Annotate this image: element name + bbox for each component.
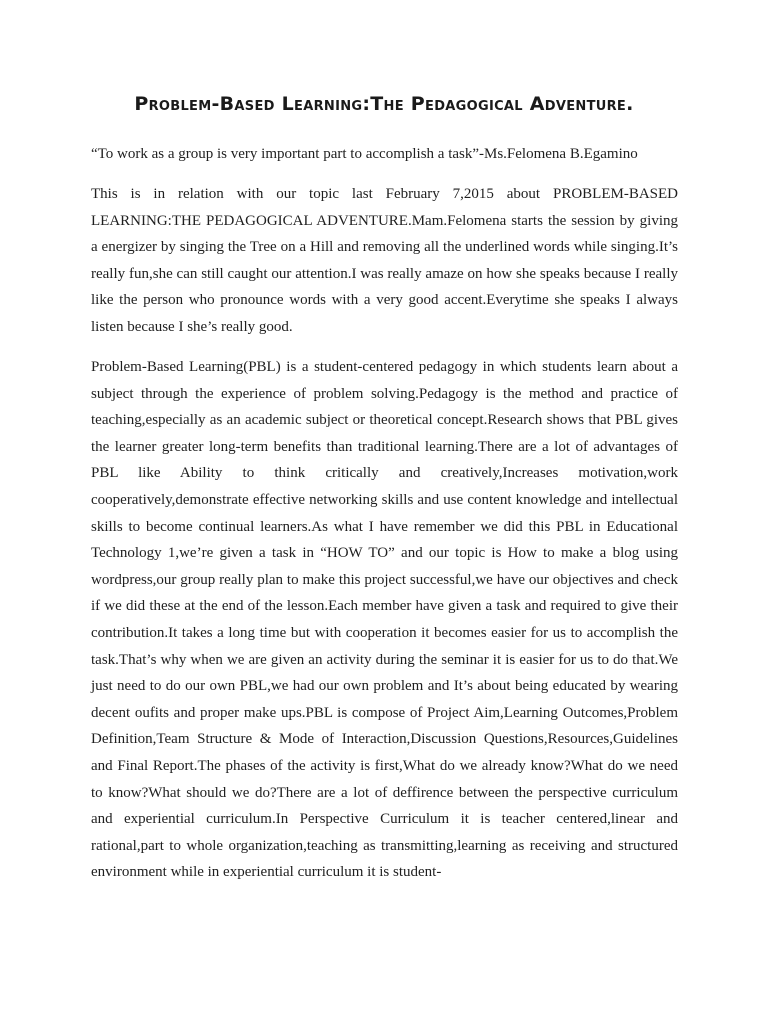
document-title: Problem-Based Learning:The Pedagogical Adventure. (134, 93, 634, 115)
paragraph-1: This is in relation with our topic last February 7,2015 about PROBLEM-BASED LEARNING:THE PEDAGOGICAL ADVENTURE.Mam.Felomena starts the session by giving a energizer by singing the Tree on a Hill and removing all the underlined words while singing.It’s really fun,she can still caught our attention.I was really amaze on how she speaks because I really like the person who pronounce words with a very good accent.Everytime she speaks I always listen because I she’s really good. (91, 186, 678, 335)
paragraph-2: Problem-Based Learning(PBL) is a student-centered pedagogy in which students learn about a subject through the experience of problem solving.Pedagogy is the method and practice of teaching,especially as an academic subject or theoretical concept.Research shows that PBL gives the learner greater long-term benefits than traditional learning.There are a lot of advantages of PBL like Ability to think critically and creatively,Increases motivation,work cooperatively,demonstrate effective networking skills and use content knowledge and intellectual skills to become continual learners.As what I have remember we did this PBL in Educational Technology 1,we’re given a task in “HOW TO” and our topic is How to make a blog using wordpress,our group really plan to make this project successful,we have our objectives and check if we did these at the end of the lesson.Each member have given a task and required to give their contribution.It takes a long time but with cooperation it becomes easier for us to accomplish the task.That’s why when we are given an activity during the seminar it is easier for us to do that.We just need to do our own PBL,we had our own problem and It’s about being educated by wearing decent oufits and proper make ups.PBL is compose of Project Aim,Learning Outcomes,Problem Definition,Team Structure & Mode of Interaction,Discussion Questions,Resources,Guidelines and Final Report.The phases of the activity is first,What do we already know?What do we need to know?What should we do?There are a lot of deffirence between the perspective curriculum and experiential curriculum.In Perspective Curriculum it is teacher centered,linear and rational,part to whole organization,teaching as transmitting,learning as receiving and structured environment while in experiential curriculum it is student- (91, 359, 678, 881)
opening-quote: “To work as a group is very important part to accomplish a task”-Ms.Felomena B.Egamino (91, 146, 638, 162)
